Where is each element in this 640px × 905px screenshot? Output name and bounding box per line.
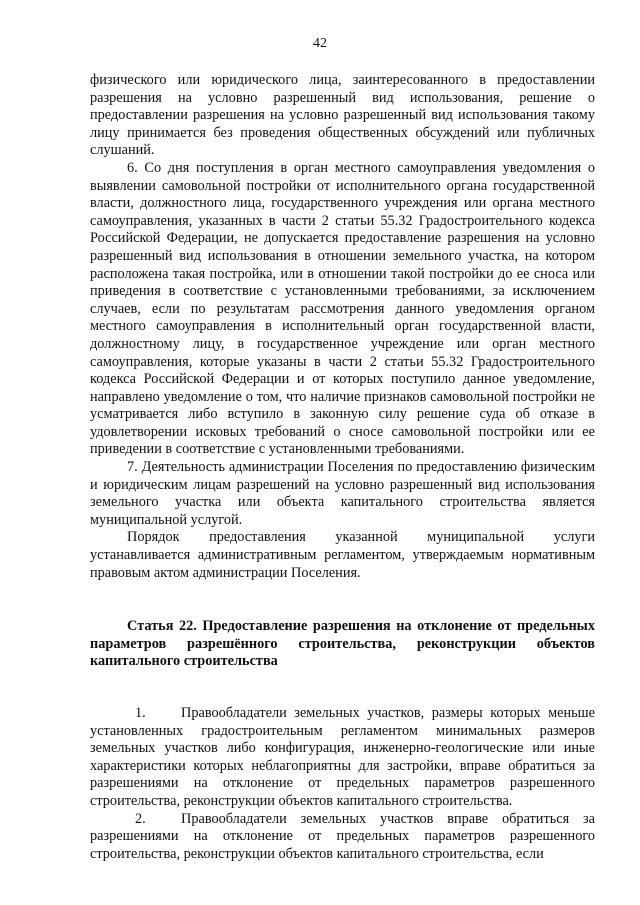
- document-body: [90, 72, 595, 863]
- paragraph-6: 6. Со дня поступления в орган местного самоуправления уведомления о выявлении самовольной постройки от исполнительного органа государственной власти, должностного лица, государственного учреждения или органа местного самоуправления, указанных в части 2 статьи 55.32 Градостроительного кодекса Российской Федерации, не допускается предоставление разрешения на условно разрешенный вид использования в отношении земельного участка, на котором расположена такая постройка, или в отношении такой постройки до ее сноса или приведения в соответствие с установленными требованиями, за исключением случаев, если по результатам рассмотрения данного уведомления органом местного самоуправления в исполнительный орган государственной власти, должностному лицу, в государственное учреждение или орган местного самоуправления, которые указаны в части 2 статьи 55.32 Градостроительного кодекса Российской Федерации и от которых поступило данное уведомление, направлено уведомление о том, что наличие признаков самовольной постройки не усматривается либо вступило в законную силу решение суда об отказе в удовлетворении исковых требований о сносе самовольной постройки или ее приведении в соответствие с установленными требованиями.: [90, 159, 595, 458]
- paragraph-7: 7. Деятельность администрации Поселения по предоставлению физическим и юридическим лицам разрешений на условно разрешенный вид использования земельного участка или объекта капитального строительства является муниципальной услугой.: [90, 459, 595, 528]
- list-item-text: Правообладатели земельных участков вправе обратиться за разрешениями на отклонение от предельных параметров разрешенного строительства, реконструкции объектов капитального строительства, если: [90, 810, 595, 862]
- list-item-text: Правообладатели земельных участков, размеры которых меньше установленных градостроительным регламентом минимальных размеров земельных участков либо конфигурация, инженерно-геологические или иные характеристики которых неблагоприятны для застройки, вправе обратиться за разрешениями на отклонение от предельных параметров разрешенного строительства, реконструкции объектов капитального строительства.: [90, 705, 595, 809]
- list-item-number: 2.: [135, 810, 146, 827]
- list-item: [90, 705, 595, 811]
- paragraph-continuation: физического или юридического лица, заинтересованного в предоставлении разрешения на условно разрешенный вид использования, решение о предоставлении разрешения на условно разрешенный вид использования такому лицу принимается без проведения общественных обсуждений или публичных слушаний.: [90, 72, 595, 159]
- list-item: [90, 811, 595, 864]
- list-item-number: 1.: [135, 705, 146, 721]
- paragraph-procedure: Порядок предоставления указанной муниципальной услуги устанавливается административным регламентом, утверждаемым нормативным правовым актом администрации Поселения.: [90, 529, 595, 581]
- article-heading: Статья 22. Предоставление разрешения на отклонение от предельных параметров разрешённого строительства, реконструкции объектов капитального строительства: [90, 618, 595, 670]
- page-number: 42: [313, 36, 327, 51]
